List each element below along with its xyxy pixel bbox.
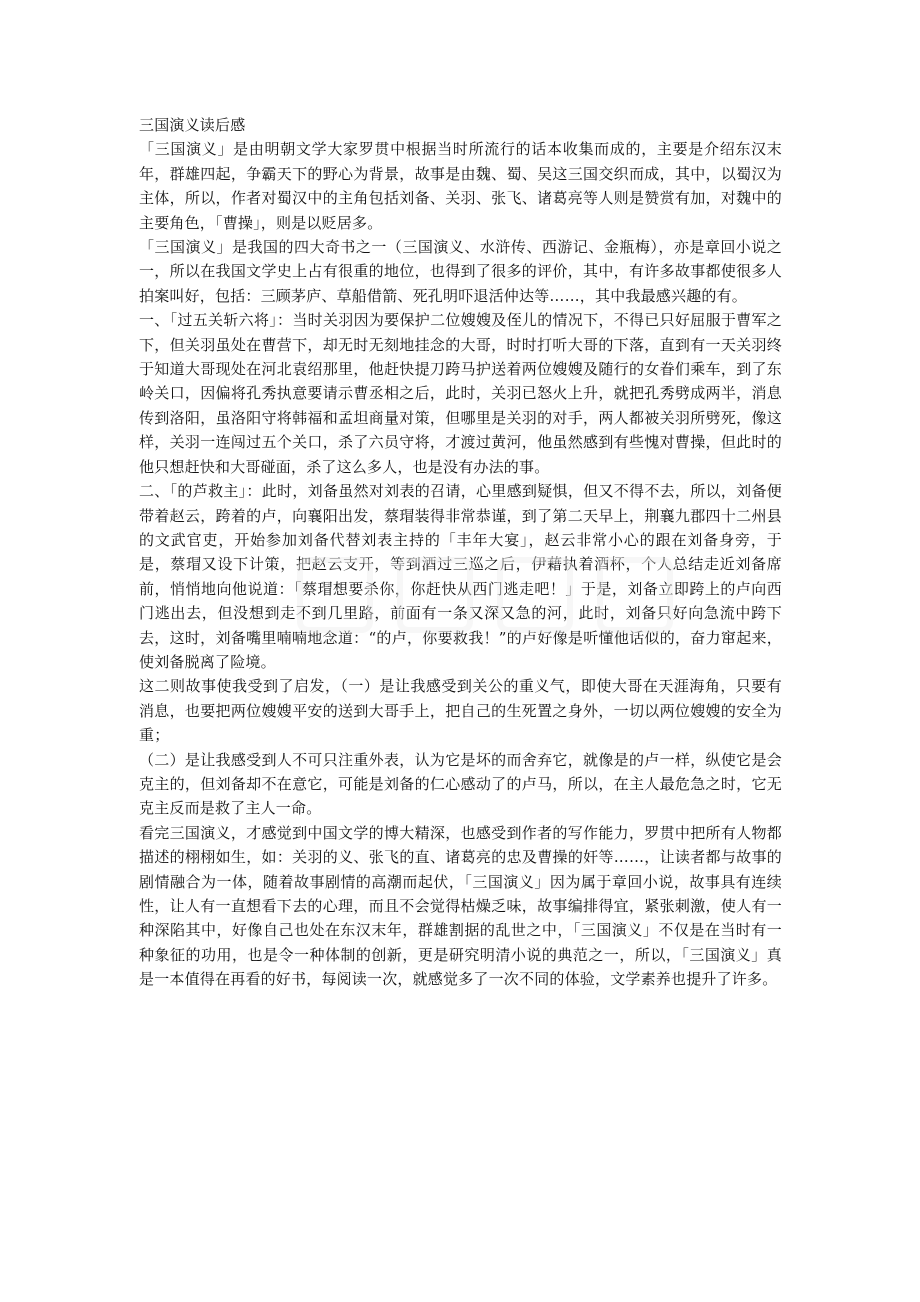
paragraph-story-two: 二、「的芦救主」：此时，刘备虽然对刘表的召请，心里感到疑惧，但又不得不去，所以，刘备便带着赵云，跨着的卢，向襄阳出发，蔡瑁装得非常恭谨，到了第二天早上，荆襄九郡四十二州县的文武官吏，开始参加刘备代替刘表主持的「丰年大宴」，赵云非常小心的跟在刘备身旁，于是，蔡瑁又设下计策，把赵云支开，等到酒过三巡之后，伊藉执着酒杯，个人总结走近刘备席前，悄悄地向他说道：「蔡瑁想要杀你，你赶快从西门逃走吧！」于是，刘备立即跨上的卢向西门逃出去，但没想到走不到几里路，前面有一条又深又急的河，此时，刘备只好向急流中跨下去，这时，刘备嘴里喃喃地念道：“的卢，你要救我！”的卢好像是听懂他话似的，奋力窜起来，使刘备脱离了险境。	[139, 482, 782, 671]
document-body	[139, 113, 782, 992]
paragraph-four-classics: 「三国演义」是我国的四大奇书之一（三国演义、水浒传、西游记、金瓶梅），亦是章回小说之一，所以在我国文学史上占有很重的地位，也得到了很多的评价，其中，有许多故事都使很多人拍案叫好，包括：三顾茅庐、草船借箭、死孔明吓退活仲达等……，其中我最感兴趣的有。	[139, 238, 782, 305]
paragraph-lesson-two: （二）是让我感受到人不可只注重外表，认为它是坏的而舍弃它，就像是的卢一样，纵使它是会克主的，但刘备却不在意它，可能是刘备的仁心感动了的卢马，所以，在主人最危急之时，它无克主反而是救了主人一命。	[139, 750, 782, 818]
paragraph-intro: 「三国演义」是由明朝文学大家罗贯中根据当时所流行的话本收集而成的，主要是介绍东汉末年，群雄四起，争霸天下的野心为背景，故事是由魏、蜀、吴这三国交织而成，其中，以蜀汉为主体，所以，作者对蜀汉中的主角包括刘备、关羽、张飞、诸葛亮等人则是赞赏有加，对魏中的主要角色，「曹操」，则是以贬居多。	[139, 140, 782, 232]
paragraph-story-one: 一、「过五关斩六将」：当时关羽因为要保护二位嫂嫂及侄儿的情况下，不得已只好屈服于曹军之下，但关羽虽处在曹营下，却无时无刻地挂念的大哥，时时打听大哥的下落，直到有一天关羽终于知道大哥现处在河北袁绍那里，他赶快提刀跨马护送着两位嫂嫂及随行的女眷们乘车，到了东岭关口，因偏将孔秀执意要请示曹丞相之后，此时，关羽已怒火上升，就把孔秀劈成两半，消息传到洛阳，虽洛阳守将韩福和孟坦商量对策，但哪里是关羽的对手，两人都被关羽所劈死，像这样，关羽一连闯过五个关口，杀了六员守将，才渡过黄河，他虽然感到有些愧对曹操，但此时的他只想赶快和大哥碰面，杀了这么多人，也是没有办法的事。	[139, 311, 782, 476]
document-title: 三国演义读后感	[139, 116, 246, 134]
paragraph-lesson-one: 这二则故事使我受到了启发，（一）是让我感受到关公的重义气，即使大哥在天涯海角，只要有消息，也要把两位嫂嫂平安的送到大哥手上，把自己的生死置之身外，一切以两位嫂嫂的安全为重；	[139, 677, 782, 745]
paragraph-conclusion: 看完三国演义，才感觉到中国文学的博大精深，也感受到作者的写作能力，罗贯中把所有人物都描述的栩栩如生，如：关羽的义、张飞的直、诸葛亮的忠及曹操的奸等……，让读者都与故事的剧情融合为一体，随着故事剧情的高潮而起伏，「三国演义」因为属于章回小说，故事具有连续性，让人有一直想看下去的心理，而且不会觉得枯燥乏味，故事编排得宜，紧张刺激，使人有一种深陷其中，好像自己也处在东汉末年，群雄割据的乱世之中，「三国演义」不仅是在当时有一种象征的功用，也是令一种体制的创新，更是研究明清小说的典范之一，所以，「三国演义」真是一本值得在再看的好书，每阅读一次，就感觉多了一次不同的体验，文学素养也提升了许多。	[139, 823, 782, 989]
